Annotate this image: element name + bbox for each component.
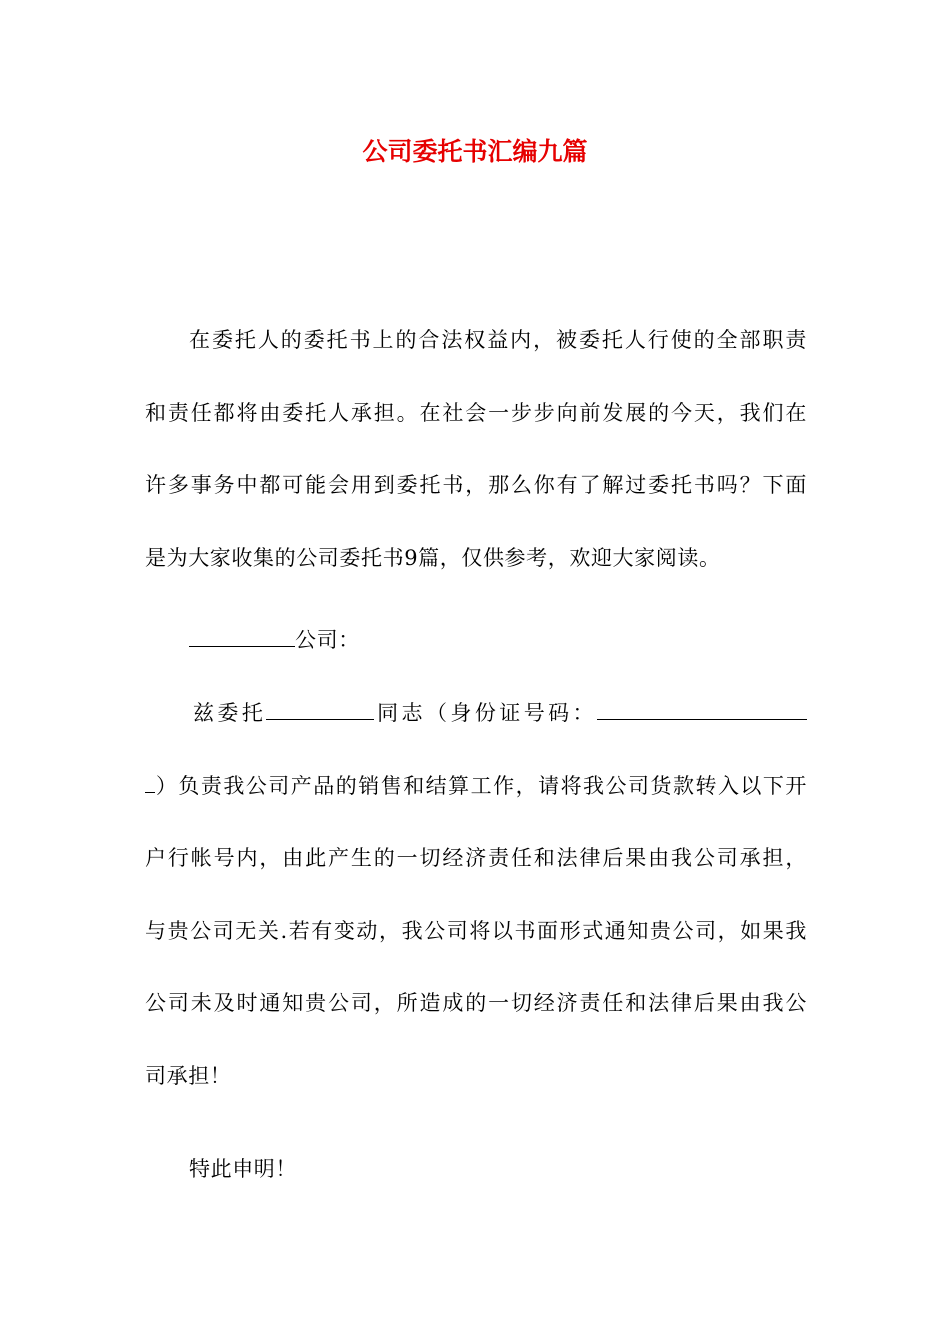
authorization-id-label: 同志（身份证号码： [374, 701, 597, 725]
authorization-line-2-text: ）负责我公司产品的销售和结算工作，请将我公司货款转入以下开 [155, 773, 807, 798]
intro-line-4: 是为大家收集的公司委托书9篇，仅供参考，欢迎大家阅读。 [145, 545, 721, 570]
intro-line-3: 许多事务中都可能会用到委托书，那么你有了解过委托书吗？下面 [145, 473, 807, 497]
intro-paragraph [145, 304, 807, 594]
document-title: 公司委托书汇编九篇 [362, 137, 588, 166]
salutation-line [145, 604, 807, 677]
intro-line-2: 和责任都将由委托人承担。在社会一步步向前发展的今天，我们在 [145, 400, 807, 425]
authorization-line-4: 与贵公司无关.若有变动，我公司将以书面形式通知贵公司，如果我 [145, 918, 807, 943]
authorization-line-1 [145, 677, 807, 750]
intro-line-1: 在委托人的委托书上的合法权益内，被委托人行使的全部职责 [189, 328, 807, 352]
salutation-paragraph [145, 604, 807, 677]
salutation-suffix: 公司： [295, 628, 360, 652]
authorization-line-3: 户行帐号内，由此产生的一切经济责任和法律后果由我公司承担， [145, 846, 807, 870]
id-number-blank [597, 697, 807, 720]
company-name-blank [189, 624, 295, 647]
authorization-prefix: 兹委托 [193, 701, 267, 725]
authorization-paragraph [145, 677, 807, 1112]
authorization-line-5: 公司未及时通知贵公司，所造成的一切经济责任和法律后果由我公 [145, 991, 807, 1015]
closing-paragraph [145, 1133, 807, 1206]
id-number-blank-continued [145, 770, 155, 793]
authorization-line-6: 司承担！ [145, 1063, 232, 1088]
authorization-line-2 [145, 750, 807, 823]
agent-name-blank [266, 697, 374, 720]
closing-line: 特此申明！ [189, 1157, 297, 1181]
